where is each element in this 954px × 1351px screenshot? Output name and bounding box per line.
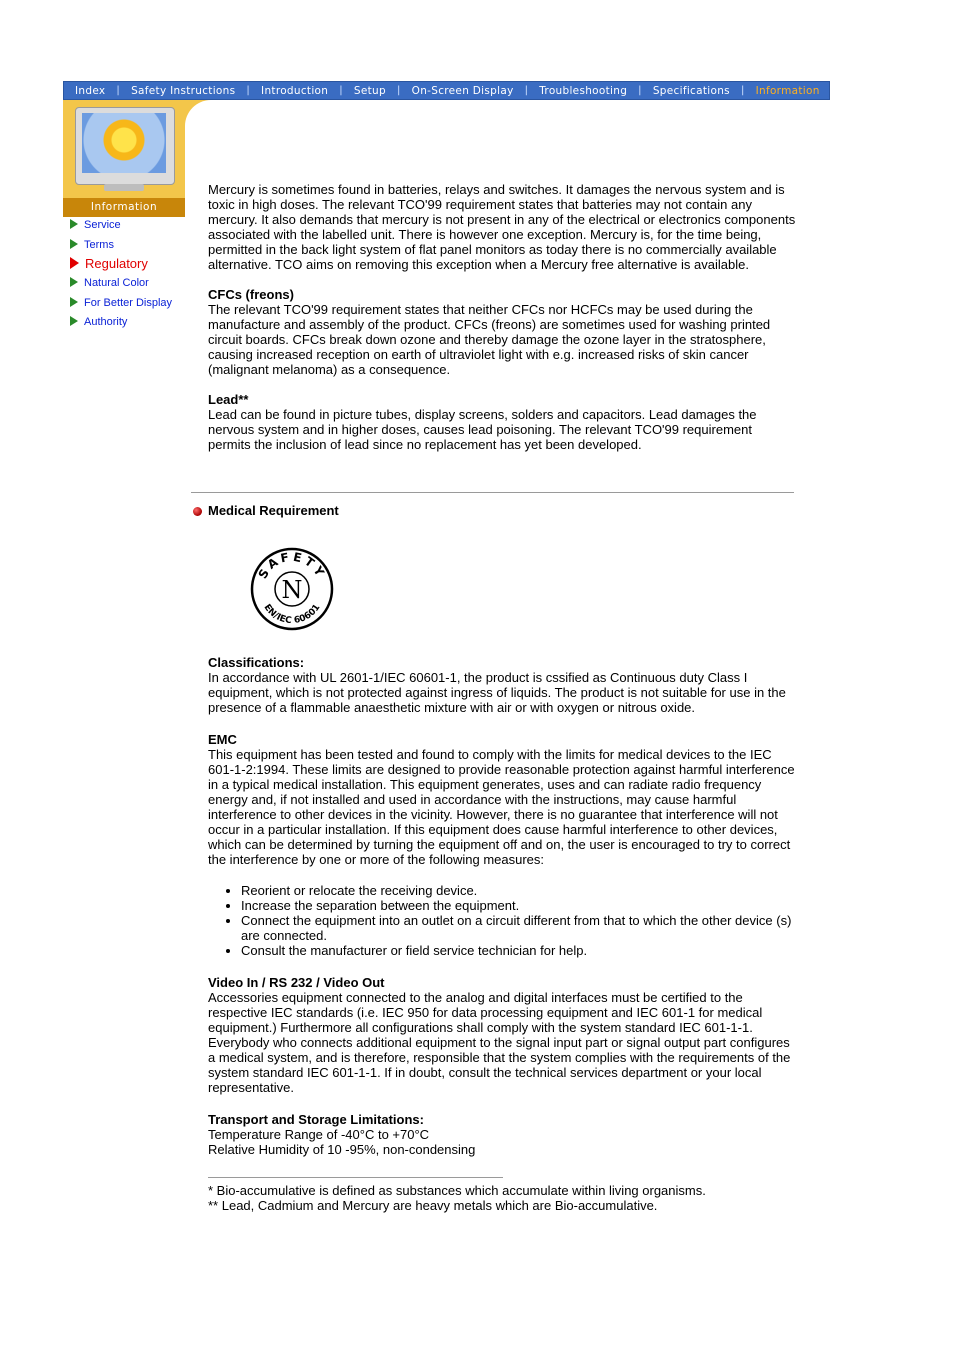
sidebar-item-regulatory[interactable] [70,256,148,271]
triangle-bullet-icon [70,277,78,287]
nav-separator: | [524,85,529,96]
nav-separator: | [339,85,343,96]
nav-separator: | [116,85,121,96]
top-navigation [63,81,830,100]
sidebar-item-terms[interactable] [70,239,114,251]
tab-introduction[interactable]: Introduction [261,84,329,97]
logo-bottom-text: EN/IEC 60601 [261,602,323,627]
flower-screen-image [82,113,166,173]
lead-paragraph: Lead can be found in picture tubes, display screens, solders and capacitors. Lead damages the nervous system and in higher doses, causes lead poisoning. The relevant TCO'99 requirement permits the inclusion of lead since no replacement has yet been developed. [208,407,757,452]
footnote-bio-accumulative: * Bio-accumulative is defined as substances which accumulate within living organisms. [208,1183,706,1198]
tab-information[interactable]: Information [755,84,820,97]
tab-safety-instructions[interactable]: Safety Instructions [131,84,236,97]
emc-heading: EMC [208,732,237,747]
list-item: • Connect the equipment into an outlet on a circuit different from that to which the other device (s) are connected. [241,913,798,943]
video-paragraph: Accessories equipment connected to the analog and digital interfaces must be certified to the respective IEC standards (i.e. IEC 950 for data processing equipment and IEC 601-1 for medical equipment.) Furthermore all configurations shall comply with the system standard IEC 601-1-1. Everybody who connects additional equipment to the signal input part or signal output part configures a medical system, and is therefore, responsible that the system complies with the requirements of the system standard IEC 601-1-1. If in doubt, consult the technical services department or your local representative. [208,990,791,1095]
cfcs-paragraph: The relevant TCO'99 requirement states that neither CFCs nor HCFCs may be used during the manufacture and assembly of the product. CFCs (freons) are sometimes used for washing printed circuit boards. CFCs break down ozone and thereby damage the ozone layer in the stratosphere, causing increased reception on earth of ultraviolet light with e.g. increased risks of skin cancer (malignant melanoma) as a consequence. [208,302,771,377]
medical-requirement-heading [193,503,339,518]
transport-heading: Transport and Storage Limitations: [208,1112,424,1127]
sidebar-item-label: Authority [84,316,128,328]
logo-center-letter: N [281,576,303,604]
classifications-paragraph: In accordance with UL 2601-1/IEC 60601-1, the product is cssified as Continuous duty Class I equipment, which is not protected against ingress of liquids. The product is not suitable for use in the presence of a flammable anaesthetic mixture with air or with oxygen or nitrous oxide. [208,670,786,715]
triangle-bullet-icon [70,219,78,229]
cfcs-heading: CFCs (freons) [208,287,294,302]
sidebar-section-label: Information [63,198,185,217]
sidebar-item-natural-color[interactable] [70,277,149,289]
emc-paragraph: This equipment has been tested and found to comply with the limits for medical devices to the IEC 601-1-2:1994. These limits are designed to provide reasonable protection against harmful interference in a typical medical installation. This equipment generates, uses and can radiate radio frequency energy and, if not installed and used in accordance with the instructions, may cause harmful interference to other devices in the vicinity. However, there is no guarantee that interference will not occur in a particular installation. If this equipment does cause harmful interference to other devices, which can be determined by turning the equipment off and on, the user is encouraged to try to correct the interference by one or more of the following measures: [208,747,795,867]
environment-section [208,182,798,452]
sidebar-item-label: Regulatory [85,256,148,271]
nav-separator: | [246,85,251,96]
triangle-bullet-icon [70,297,78,307]
nav-separator: | [638,85,642,96]
list-item: • Increase the separation between the equipment. [241,898,798,913]
list-item: • Reorient or relocate the receiving device. [241,883,798,898]
mercury-paragraph: Mercury is sometimes found in batteries, relays and switches. It damages the nervous system and is toxic in high doses. The relevant TCO'99 requirement states that batteries may not contain any mercury. It also demands that mercury is not present in any of the electrical or electronics components associated with the labelled unit. There is however one exception. Mercury is, for the time being, permitted in the back light system of flat panel monitors as today there is no commercially available alternative. TCO aims on removing this exception when a Mercury free alternative is available. [208,182,796,272]
triangle-bullet-icon [70,316,78,326]
nav-separator: | [740,85,745,96]
safety-en-iec-60601-logo [250,547,334,631]
sidebar-item-service[interactable] [70,219,121,231]
lead-heading: Lead** [208,392,249,407]
sidebar-item-label: Service [84,219,121,231]
transport-humidity: Relative Humidity of 10 -95%, non-condensing [208,1142,476,1157]
red-ball-bullet-icon [193,507,202,516]
classifications-heading: Classifications: [208,655,305,670]
sidebar-item-label: Terms [84,239,114,251]
monitor-stand [104,184,144,191]
footnote-divider [208,1177,503,1178]
triangle-bullet-icon [70,239,78,249]
tab-index[interactable]: Index [75,84,106,97]
triangle-bullet-icon [70,257,79,269]
list-item: • Consult the manufacturer or field service technician for help. [241,943,798,958]
transport-temperature: Temperature Range of -40°C to +70°C [208,1127,430,1142]
medical-section [208,655,798,1157]
sidebar-item-label: Natural Color [84,277,149,289]
footnotes [208,1183,798,1213]
tab-setup[interactable]: Setup [353,84,386,97]
measures-list [208,883,798,958]
nav-separator: | [396,85,401,96]
sidebar-item-for-better-display[interactable] [70,297,172,309]
monitor-illustration [75,107,175,185]
section-divider [191,492,794,493]
medical-requirement-label: Medical Requirement [208,503,339,518]
sidebar-item-authority[interactable] [70,316,127,328]
sidebar-item-label: For Better Display [84,297,173,309]
footnote-heavy-metals: ** Lead, Cadmium and Mercury are heavy metals which are Bio-accumulative. [208,1198,658,1213]
logo-top-text: SAFETY [255,549,329,582]
tab-specifications[interactable]: Specifications [652,84,730,97]
tab-on-screen-display[interactable]: On-Screen Display [411,84,514,97]
video-heading: Video In / RS 232 / Video Out [208,975,385,990]
tab-troubleshooting[interactable]: Troubleshooting [539,84,628,97]
